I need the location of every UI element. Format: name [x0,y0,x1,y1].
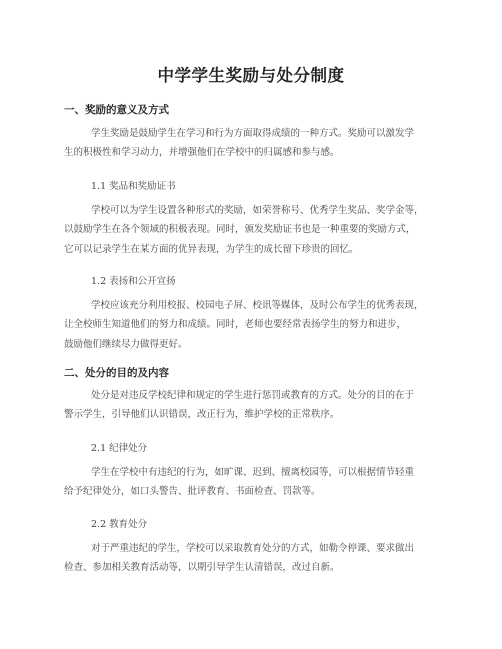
section-1-intro [64,124,414,163]
subsection-2-2-heading: 2.2 教育处分 [91,519,148,530]
subsection-1-1-body [64,201,424,259]
text-line: 给予纪律处分，如口头警告、批评教育、书面检查、罚款等。 [64,486,321,498]
text-line: 让全校师生知道他们的努力和成绩。同时，老师也要经常表扬学生的努力和进步， [64,319,407,331]
section-1-heading: 一、奖励的意义及方式 [64,104,169,116]
text-line: 警示学生，引导他们认识错误，改正行为，维护学校的正常秩序。 [64,409,340,421]
section-2-intro [64,386,414,425]
text-line: 检查、参加相关教育活动等，以期引导学生认清错误，改过自新。 [64,562,340,574]
text-line: 学校可以为学生设置各种形式的奖励，如荣誉称号、优秀学生奖品、奖学金等， [91,205,424,216]
document-title: 中学学生奖励与处分制度 [157,66,345,85]
subsection-1-2-heading: 1.2 表扬和公开宣扬 [91,276,176,287]
text-line: 处分是对违反学校纪律和规定的学生进行惩罚或教育的方式。处分的目的在于 [91,390,415,401]
text-line: 对于严重违纪的学生，学校可以采取教育处分的方式，如勒令停课、要求做出 [91,543,415,554]
text-line: 生的积极性和学习动力，并增强他们在学校中的归属感和参与感。 [64,147,340,159]
text-line: 学校应该充分利用校报、校园电子屏、校讯等媒体，及时公布学生的优秀表现， [91,300,424,311]
text-line: 它可以记录学生在某方面的优异表现，为学生的成长留下珍贵的回忆。 [64,243,359,255]
subsection-2-1-body [64,463,414,502]
subsection-1-2-body [64,296,424,354]
text-line: 以鼓励学生在各个领域的积极表现。同时，颁发奖励证书也是一种重要的奖励方式， [64,224,416,236]
text-line: 学生在学校中有违纪的行为，如旷课、迟到、擅离校园等，可以根据情节轻重 [91,467,415,478]
text-line: 鼓励他们继续尽力做得更好。 [64,338,188,350]
subsection-2-2-body [64,539,414,578]
subsection-1-1-heading: 1.1 奖品和奖励证书 [91,181,176,192]
text-line: 学生奖励是鼓励学生在学习和行为方面取得成绩的一种方式。奖励可以激发学 [91,128,415,139]
subsection-2-1-heading: 2.1 纪律处分 [91,443,148,454]
section-2-heading: 二、处分的目的及内容 [64,367,169,379]
